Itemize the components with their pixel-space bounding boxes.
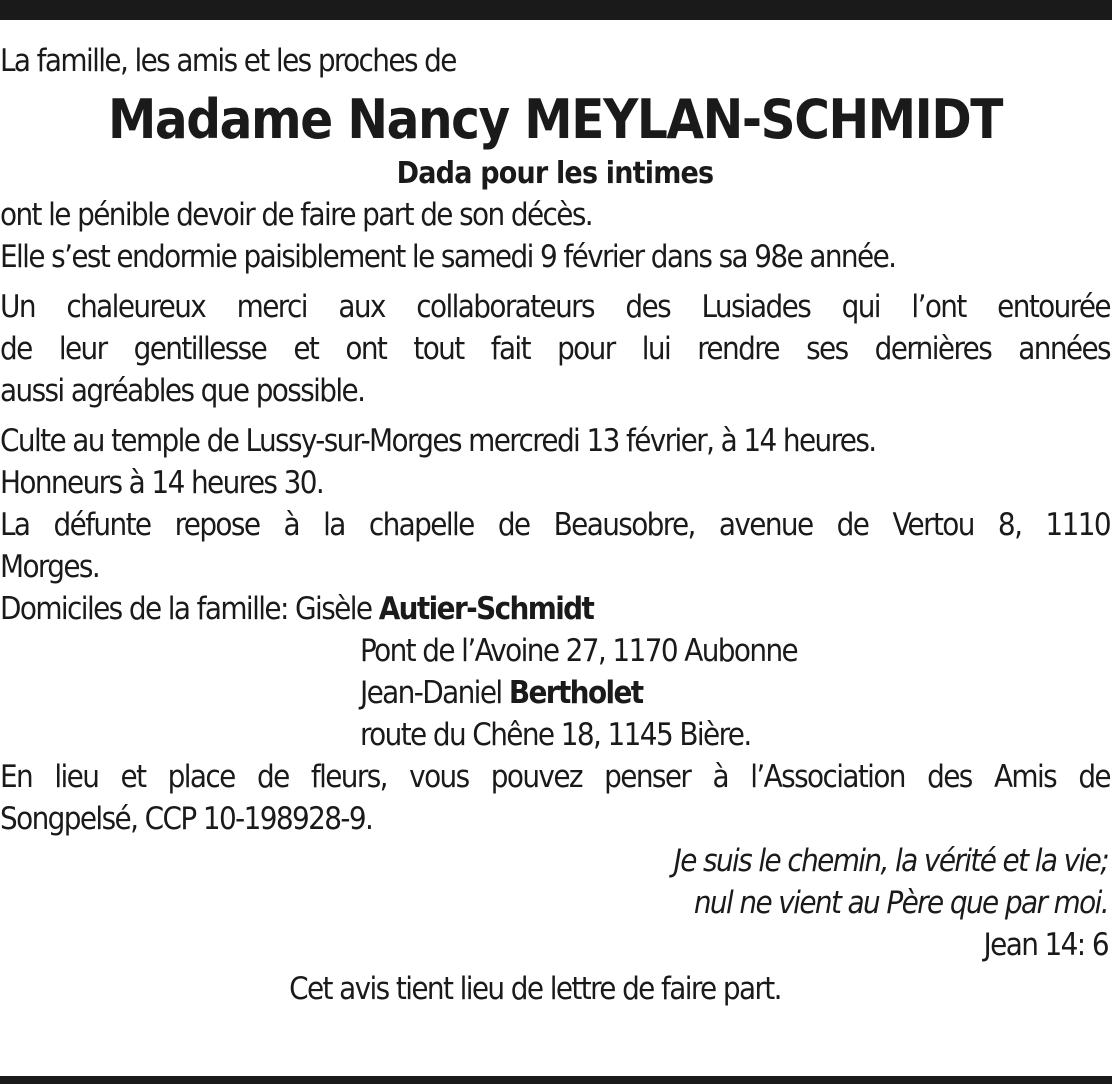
honours-line: Honneurs à 14 heures 30. [0, 465, 324, 501]
top-rule [0, 0, 1112, 20]
verse-line: Je suis le chemin, la vérité et la vie; [673, 843, 1108, 879]
announcement-line: Elle s’est endormie paisiblement le samedi 9 février dans sa 98e année. [0, 239, 896, 275]
service-paragraph [0, 420, 1110, 1010]
donation-line: En lieu et place de fleurs, vous pouvez penser à l’Association des Amis de [0, 759, 1110, 795]
person1-first-name: Gisèle [295, 591, 372, 627]
person1-last-name: Autier-Schmidt [378, 591, 594, 627]
rest-place-line: Morges. [0, 549, 100, 585]
thanks-line: de leur gentillesse et ont tout fait pour lui rendre ses dernières années [0, 331, 1110, 367]
verse-line: nul ne vient au Père que par moi. [693, 885, 1108, 921]
bottom-rule [0, 1076, 1112, 1084]
person1-address: Pont de l’Avoine 27, 1170 Aubonne [360, 633, 798, 669]
thanks-line: Un chaleureux merci aux collaborateurs des Lusiades qui l’ont entourée [0, 289, 1110, 325]
person2-line [0, 672, 1110, 714]
announcement-line: ont le pénible devoir de faire part de son décès. [0, 197, 593, 233]
verse-reference: Jean 14: 6 [983, 927, 1108, 963]
announcement-paragraph [0, 194, 1110, 278]
nickname: Dada pour les intimes [396, 156, 714, 191]
donation-line: Songpelsé, CCP 10-198928-9. [0, 801, 373, 837]
domiciles-label: Domiciles de la famille: [0, 591, 288, 627]
person2-last-name: Bertholet [508, 675, 643, 711]
closing-line: Cet avis tient lieu de lettre de faire part. [289, 971, 781, 1007]
person2-address: route du Chêne 18, 1145 Bière. [360, 717, 751, 753]
ceremony-line: Culte au temple de Lussy-sur-Morges mercredi 13 février, à 14 heures. [0, 423, 876, 459]
domiciles-line [0, 588, 1110, 630]
thanks-line: aussi agréables que possible. [0, 373, 365, 409]
thanks-paragraph [0, 286, 1110, 412]
person2-first-name: Jean-Daniel [360, 675, 502, 711]
obituary-notice [0, 40, 1110, 1010]
intro-line: La famille, les amis et les proches de [0, 43, 456, 79]
deceased-name: Madame Nancy MEYLAN-SCHMIDT [107, 88, 1003, 151]
rest-place-line: La défunte repose à la chapelle de Beausobre, avenue de Vertou 8, 1110 [0, 507, 1110, 543]
